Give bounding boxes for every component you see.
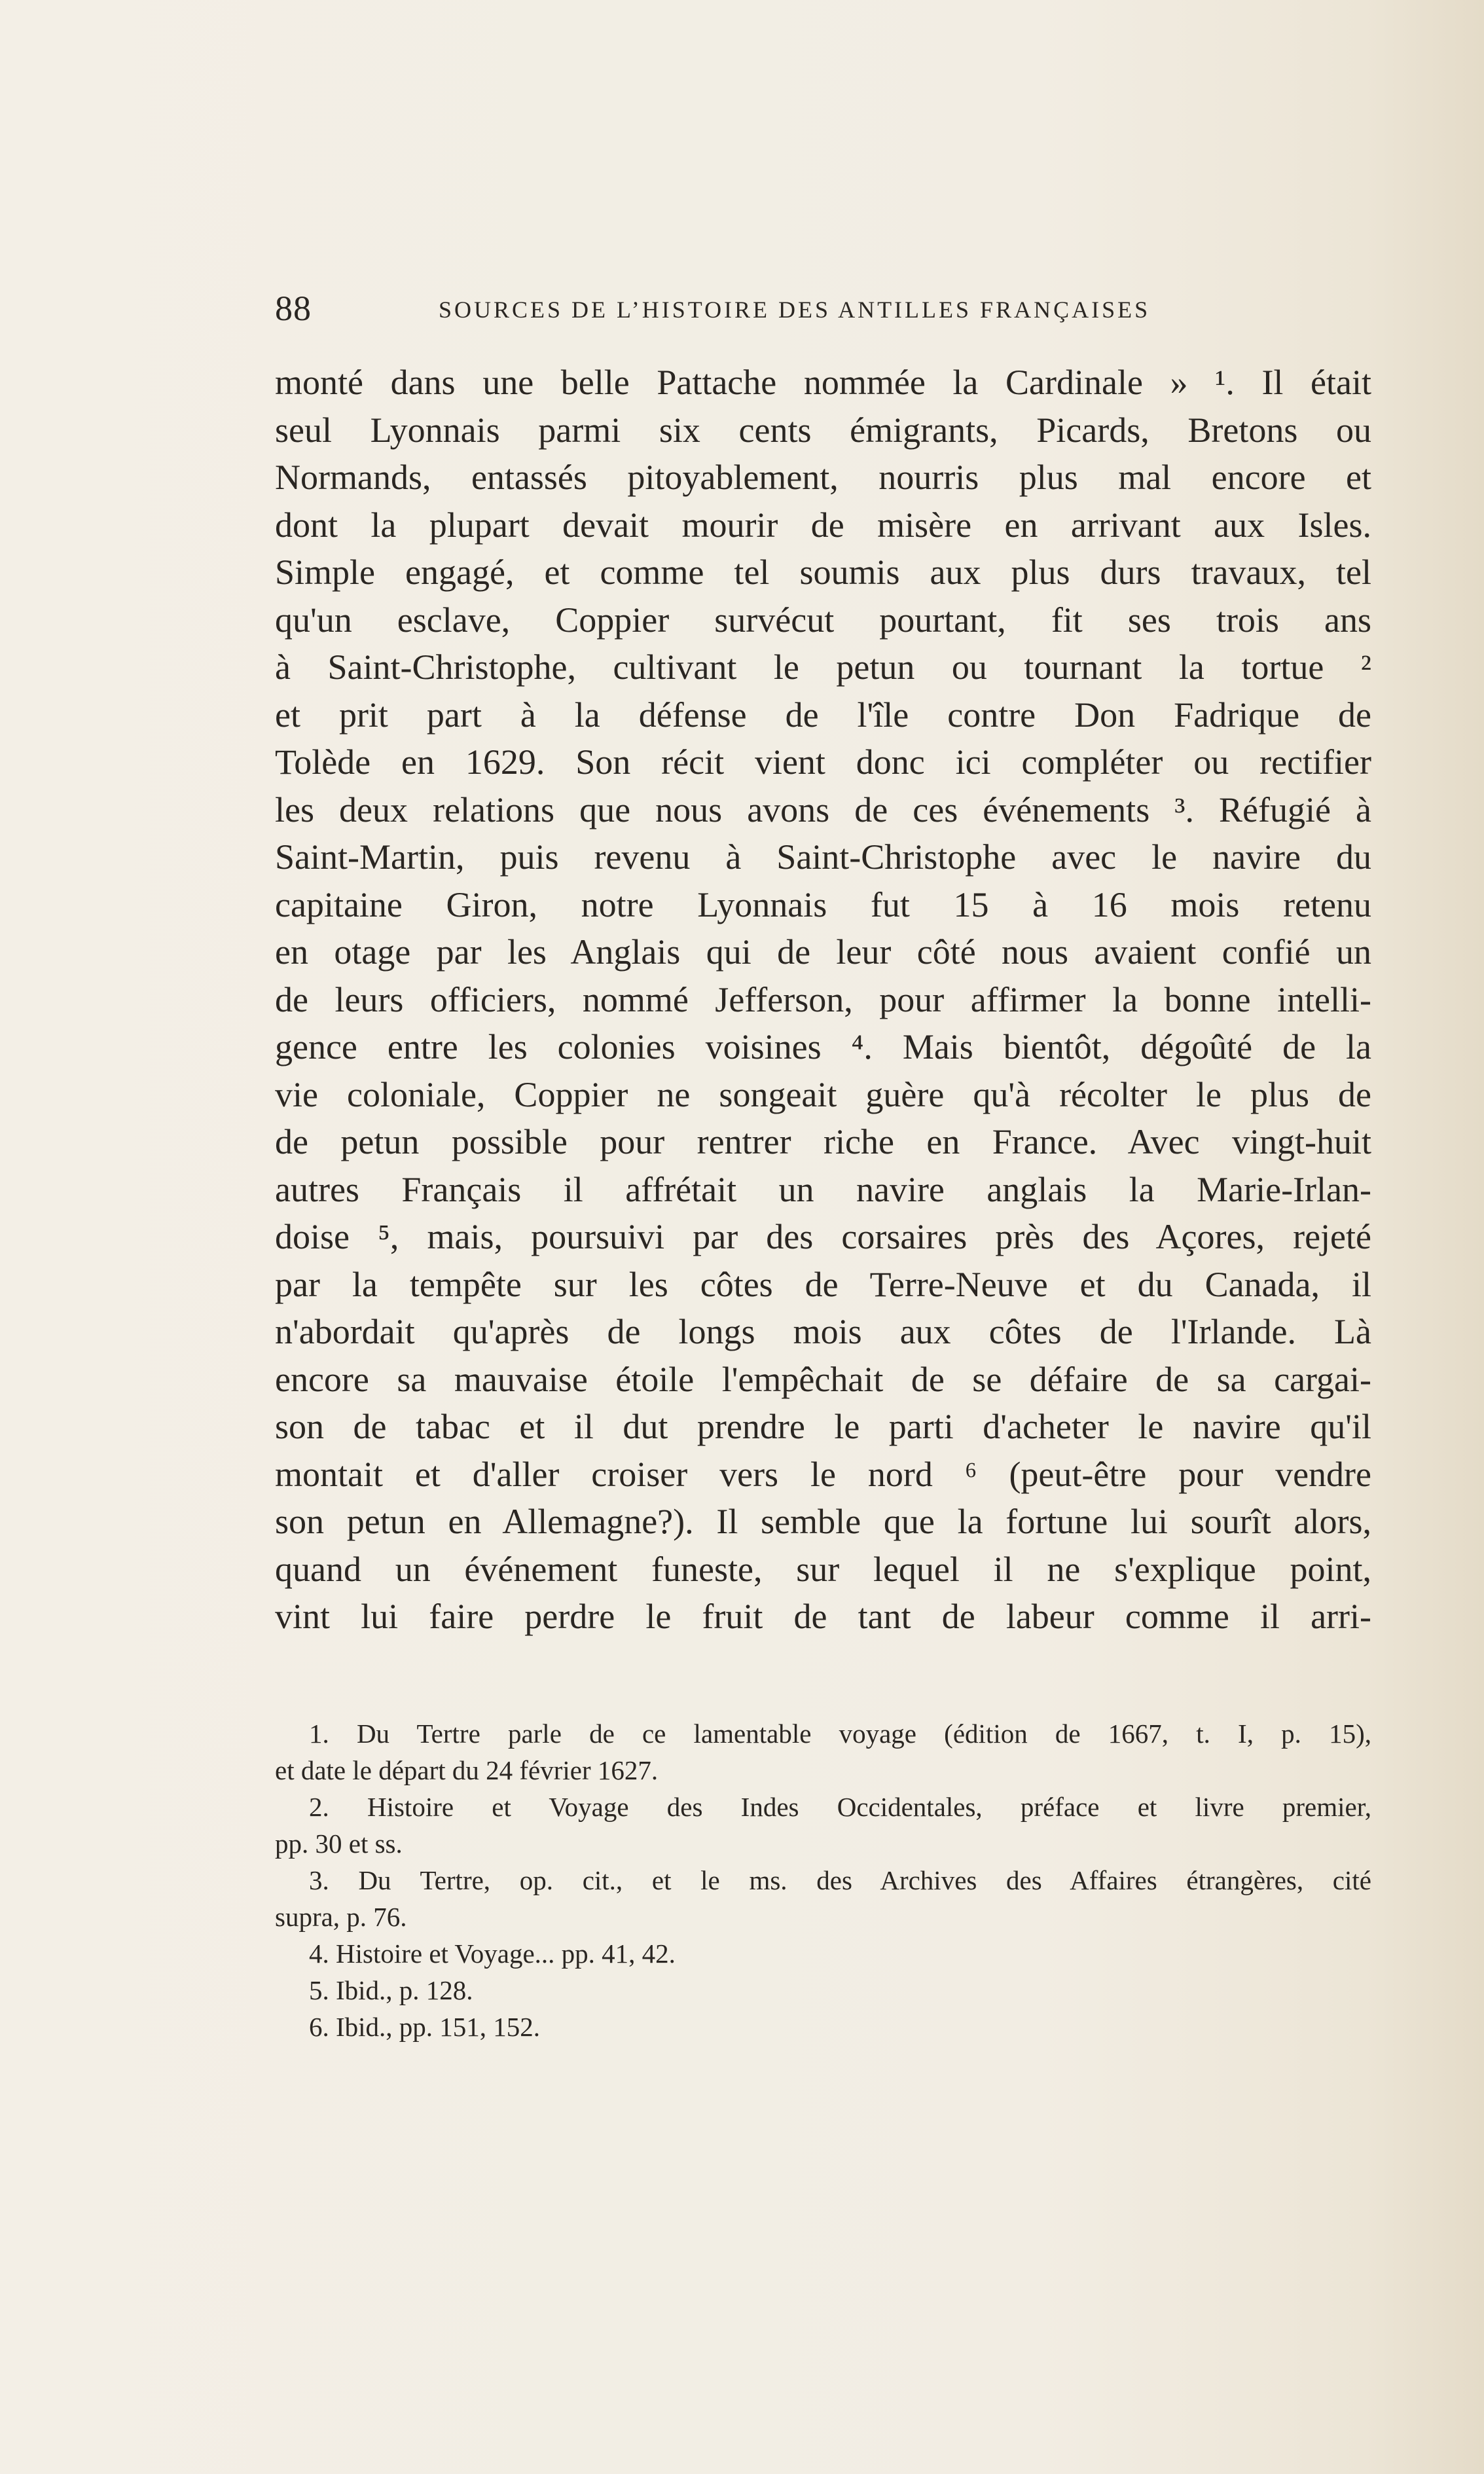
body-line: qu'un esclave, Coppier survécut pourtant, fit ses trois ans [275,600,1371,640]
footnote-line: 1. Du Tertre parle de ce lamentable voyage (édition de 1667, t. I, p. 15), [309,1719,1371,1749]
body-line: monté dans une belle Pattache nommée la Cardinale » ¹. Il était [275,363,1371,402]
footnote-line: 5. Ibid., p. 128. [309,1975,473,2005]
body-line: dont la plupart devait mourir de misère en arrivant aux Isles. [275,505,1371,545]
page-header [275,288,1218,340]
body-line: par la tempête sur les côtes de Terre-Neuve et du Canada, il [275,1264,1371,1304]
footnotes [275,1715,1371,2045]
body-line: les deux relations que nous avons de ces événements ³. Réfugié à [275,790,1371,829]
body-line: montait et d'aller croiser vers le nord ⁶ (peut-être pour vendre [275,1454,1371,1494]
body-line: capitaine Giron, notre Lyonnais fut 15 à 16 mois retenu [275,884,1371,924]
body-line: seul Lyonnais parmi six cents émigrants, Picards, Bretons ou [275,410,1371,450]
body-line: quand un événement funeste, sur lequel il ne s'explique point, [275,1549,1371,1589]
footnote-line: 4. Histoire et Voyage... pp. 41, 42. [309,1938,676,1969]
body-line: Tolède en 1629. Son récit vient donc ici compléter ou rectifier [275,742,1371,782]
running-title: SOURCES DE L’HISTOIRE DES ANTILLES FRANÇAISES [439,297,1151,323]
footnote-line: 6. Ibid., pp. 151, 152. [309,2012,541,2042]
body-line: de leurs officiers, nommé Jefferson, pour affirmer la bonne intelli- [275,979,1371,1019]
body-line: Normands, entassés pitoyablement, nourris plus mal encore et [275,458,1371,497]
body-line: et prit part à la défense de l'île contre Don Fadrique de [275,695,1371,735]
body-text [275,359,1371,1641]
body-line: de petun possible pour rentrer riche en France. Avec vingt-huit [275,1122,1371,1161]
body-line: encore sa mauvaise étoile l'empêchait de se défaire de sa cargai- [275,1359,1371,1399]
body-line: en otage par les Anglais qui de leur côté nous avaient confié un [275,932,1371,972]
body-line: son de tabac et il dut prendre le parti d'acheter le navire qu'il [275,1407,1371,1446]
body-line: n'abordait qu'après de longs mois aux côtes de l'Irlande. Là [275,1312,1371,1351]
body-line: son petun en Allemagne?). Il semble que la fortune lui sourît alors, [275,1502,1371,1541]
body-line: Saint-Martin, puis revenu à Saint-Christophe avec le navire du [275,837,1371,877]
body-line: vint lui faire perdre le fruit de tant de labeur comme il arri- [275,1597,1371,1636]
body-line: gence entre les colonies voisines ⁴. Mais bientôt, dégoûté de la [275,1027,1371,1066]
footnote-line: pp. 30 et ss. [275,1828,403,1859]
footnote-line: supra, p. 76. [275,1902,407,1932]
body-line: autres Français il affrétait un navire anglais la Marie-Irlan- [275,1169,1371,1209]
body-line: vie coloniale, Coppier ne songeait guère qu'à récolter le plus de [275,1074,1371,1114]
body-line: à Saint-Christophe, cultivant le petun ou tournant la tortue ² [275,647,1371,687]
footnote-line: 3. Du Tertre, op. cit., et le ms. des Archives des Affaires étrangères, cité [309,1865,1371,1895]
footnote-line: et date le départ du 24 février 1627. [275,1755,659,1785]
body-line: Simple engagé, et comme tel soumis aux plus durs travaux, tel [275,553,1371,592]
body-line: doise ⁵, mais, poursuivi par des corsaires près des Açores, rejeté [275,1217,1371,1256]
page-number: 88 [275,289,312,328]
footnote-line: 2. Histoire et Voyage des Indes Occidentales, préface et livre premier, [309,1792,1371,1822]
